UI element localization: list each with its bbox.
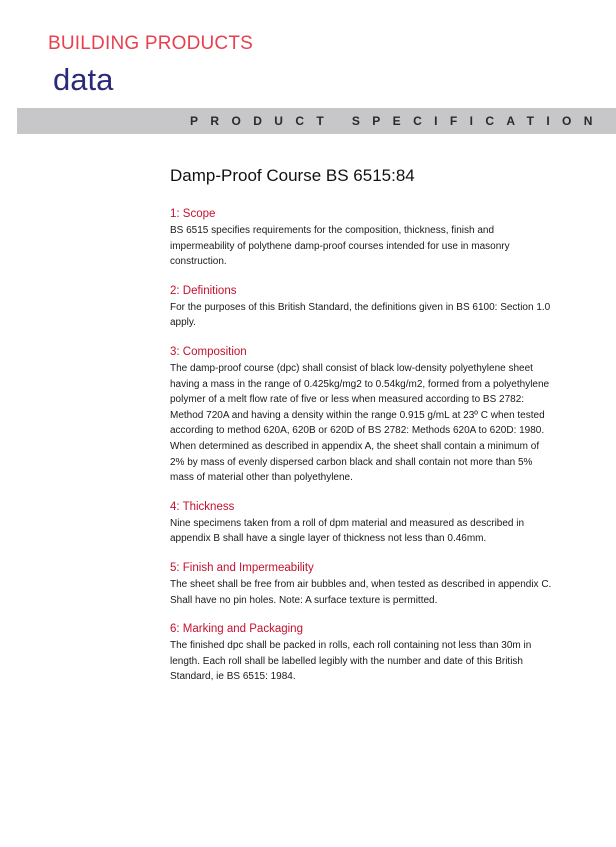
section-heading: 4: Thickness <box>170 500 235 513</box>
section-heading: 1: Scope <box>170 208 216 220</box>
section-definitions <box>170 284 554 331</box>
section-heading: 5: Finish and Impermeability <box>170 561 314 574</box>
section-banner <box>17 108 616 134</box>
section-body: BS 6515 specifies requirements for the composition, thickness, finish and impermeability of polythene damp-proof courses intended for use in masonry construction. <box>170 225 510 268</box>
section-heading: 6: Marking and Packaging <box>170 623 303 636</box>
section-body: Nine specimens taken from a roll of dpm material and measured as described in appendix B shall have a single layer of thickness not less than 0.46mm. <box>170 517 525 545</box>
section-scope <box>170 207 554 270</box>
section-marking <box>170 622 554 685</box>
brand-subtitle: data <box>53 62 114 97</box>
section-body: The sheet shall be free from air bubbles and, when tested as described in appendix C. Shall have no pin holes. Note: A surface texture is permitted. <box>170 578 552 606</box>
section-thickness <box>170 500 554 547</box>
section-body: The damp-proof course (dpc) shall consist of black low-density polyethylene sheet having a mass in the range of 0.425kg/mg2 to 0.54kg/m2, formed from a polyethylene polymer of a melt flow rate of five or less when measured according to BS 2782: Method 720A and having a density within the range 0.915 g/mL at 23º C when tested according to method 620A, 620B or 620D of BS 2782: Methods 620A to 620D: 1980. When determined as described in appendix A, the sheet shall contain a minimum of 2% by mass of evenly dispersed carbon black and shall contain not more than 5% mass of material other than polyethylene. <box>170 362 550 484</box>
brand-title: BUILDING PRODUCTS <box>48 33 254 54</box>
section-heading: 3: Composition <box>170 345 247 358</box>
banner-label: PRODUCT SPECIFICATION <box>190 114 605 128</box>
document-content <box>170 166 554 699</box>
page-title: Damp-Proof Course BS 6515:84 <box>170 166 415 185</box>
section-body: The finished dpc shall be packed in rolls, each roll containing not less than 30m in length. Each roll shall be labelled legibly with the number and date of this British Standard, ie BS 6515: 1984. <box>170 640 532 683</box>
section-finish <box>170 561 554 608</box>
section-body: For the purposes of this British Standard, the definitions given in BS 6100: Section 1.0 apply. <box>170 301 551 329</box>
section-heading: 2: Definitions <box>170 284 237 297</box>
section-composition <box>170 345 554 486</box>
